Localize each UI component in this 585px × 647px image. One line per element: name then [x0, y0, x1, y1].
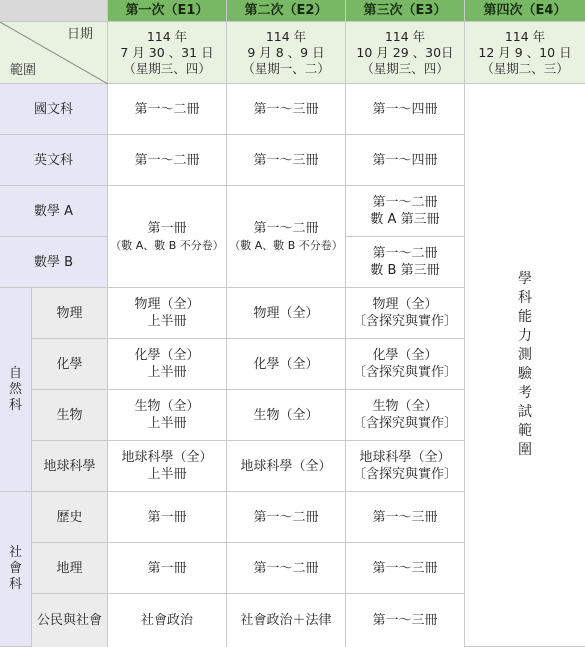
group-social: 社 會 科	[0, 492, 32, 647]
chemistry-e1: 化學（全） 上半冊	[108, 339, 227, 390]
history-e1: 第一冊	[108, 492, 227, 543]
physics-e1: 物理（全） 上半冊	[108, 288, 227, 339]
chinese-e1: 第一～二冊	[108, 84, 227, 135]
earth-science-e1: 地球科學（全） 上半冊	[108, 441, 227, 492]
earth-science-e3: 地球科學（全） 〔含探究與實作〕	[346, 441, 465, 492]
date-range-corner	[0, 22, 108, 84]
earth-science-e2: 地球科學（全）	[227, 441, 346, 492]
civics-e3: 第一～三冊	[346, 594, 465, 647]
header-e3: 第三次（E3）	[346, 0, 465, 22]
biology-e3: 生物（全） 〔含探究與實作〕	[346, 390, 465, 441]
subject-math-a: 數學 A	[0, 186, 108, 237]
history-e2: 第一～二冊	[227, 492, 346, 543]
english-e1: 第一～二冊	[108, 135, 227, 186]
date-e3: 114 年 10 月 29 、30日 （星期三、四）	[346, 22, 465, 84]
civics-e1: 社會政治	[108, 594, 227, 647]
date-label: 日期	[66, 27, 93, 42]
math-e1: 第一冊 （數 A、數 B 不分卷）	[108, 186, 227, 288]
biology-e1: 生物（全） 上半冊	[108, 390, 227, 441]
subject-civics: 公民與社會	[32, 594, 108, 647]
geography-e2: 第一～二冊	[227, 543, 346, 594]
physics-e3: 物理（全） 〔含探究與實作〕	[346, 288, 465, 339]
math-b-e3: 第一～二冊 數 B 第三冊	[346, 237, 465, 288]
subject-physics: 物理	[32, 288, 108, 339]
chinese-e2: 第一～三冊	[227, 84, 346, 135]
english-e3: 第一～四冊	[346, 135, 465, 186]
english-e2: 第一～三冊	[227, 135, 346, 186]
subject-math-b: 數學 B	[0, 237, 108, 288]
subject-chemistry: 化學	[32, 339, 108, 390]
chinese-e3: 第一～四冊	[346, 84, 465, 135]
math-e2: 第一～二冊 （數 A、數 B 不分卷）	[227, 186, 346, 288]
date-e2: 114 年 9 月 8 、9 日 （星期一、二）	[227, 22, 346, 84]
geography-e1: 第一冊	[108, 543, 227, 594]
subject-chinese: 國文科	[0, 84, 108, 135]
subject-biology: 生物	[32, 390, 108, 441]
header-e4: 第四次（E4）	[465, 0, 585, 22]
chemistry-e2: 化學（全）	[227, 339, 346, 390]
date-e4: 114 年 12 月 9 、10 日 （星期二、三）	[465, 22, 585, 84]
physics-e2: 物理（全）	[227, 288, 346, 339]
subject-history: 歷史	[32, 492, 108, 543]
header-corner	[0, 0, 108, 22]
math-a-e3: 第一～二冊 數 A 第三冊	[346, 186, 465, 237]
geography-e3: 第一～三冊	[346, 543, 465, 594]
biology-e2: 生物（全）	[227, 390, 346, 441]
subject-geography: 地理	[32, 543, 108, 594]
e4-scope-cell: 學 科 能 力 測 驗 考 試 範 圍	[465, 84, 585, 647]
civics-e2: 社會政治＋法律	[227, 594, 346, 647]
header-e1: 第一次（E1）	[108, 0, 227, 22]
subject-english: 英文科	[0, 135, 108, 186]
history-e3: 第一～三冊	[346, 492, 465, 543]
date-e1: 114 年 7 月 30 、31 日 （星期三、四）	[108, 22, 227, 84]
subject-earth-science: 地球科學	[32, 441, 108, 492]
group-science: 自 然 科	[0, 288, 32, 492]
header-e2: 第二次（E2）	[227, 0, 346, 22]
chemistry-e3: 化學（全） 〔含探究與實作〕	[346, 339, 465, 390]
range-label: 範圍	[10, 63, 37, 78]
